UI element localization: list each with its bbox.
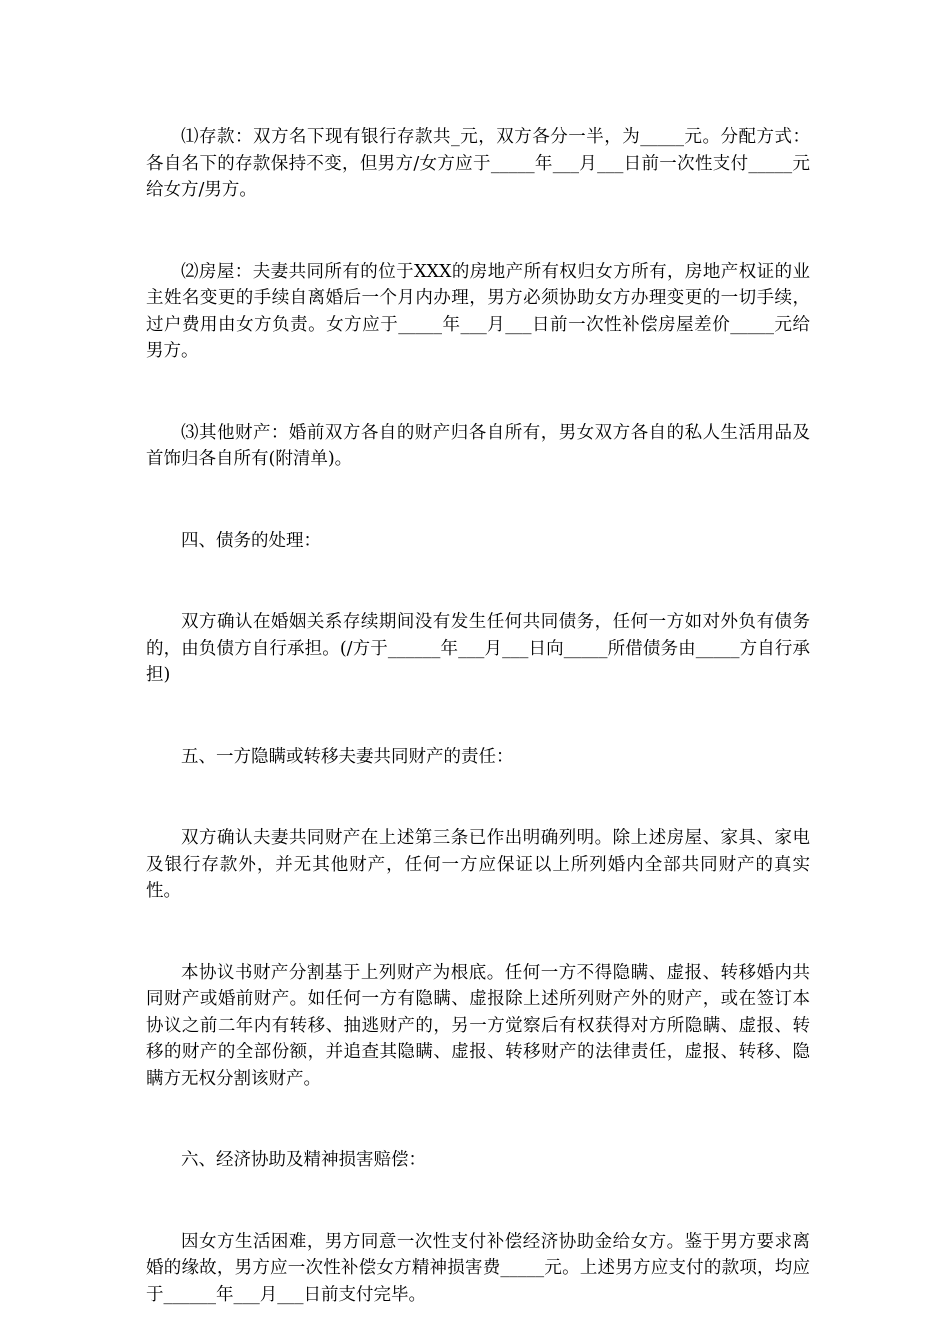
- paragraph-house: ⑵房屋：夫妻共同所有的位于XXX的房地产所有权归女方所有，房地产权证的业主姓名变更的手续自离婚后一个月内办理，男方必须协助女方办理变更的一切手续，过户费用由女方负责。女方应于_____年___月___日前一次性补偿房屋差价_____元给男方。: [146, 261, 810, 361]
- paragraph-compensation: 因女方生活困难，男方同意一次性支付补偿经济协助金给女方。鉴于男方要求离婚的缘故，男方应一次性补偿女方精神损害费_____元。上述男方应支付的款项，均应于______年___月___日前支付完毕。: [146, 1231, 810, 1305]
- section-heading-compensation: 六、经济协助及精神损害赔偿：: [181, 1150, 426, 1170]
- spacer: [146, 905, 810, 960]
- paragraph-debts: 双方确认在婚姻关系存续期间没有发生任何共同债务，任何一方如对外负有债务的，由负债方自行承担。(/方于______年___月___日向_____所借债务由_____方自行承担): [146, 612, 810, 685]
- spacer: [146, 1174, 810, 1229]
- spacer: [146, 554, 810, 609]
- paragraph-concealment-liability: 本协议书财产分割基于上列财产为根底。任何一方不得隐瞒、虚报、转移婚内共同财产或婚前财产。如任何一方有隐瞒、虚报除上述所列财产外的财产，或在签订本协议之前二年内有转移、抽逃财产的，另一方觉察后有权获得对方所隐瞒、虚报、转移的财产的全部份额，并追查其隐瞒、虚报、转移财产的法律责任，虚报、转移、隐瞒方无权分割该财产。: [146, 962, 810, 1089]
- spacer: [146, 689, 810, 744]
- spacer: [146, 473, 810, 528]
- paragraph-confirmation: 双方确认夫妻共同财产在上述第三条已作出明确列明。除上述房屋、家具、家电及银行存款外，并无其他财产，任何一方应保证以上所列婚内全部共同财产的真实性。: [146, 828, 810, 901]
- paragraph-deposits: ⑴存款：双方名下现有银行存款共_元，双方各分一半，为_____元。分配方式：各自名下的存款保持不变，但男方/女方应于_____年___月___日前一次性支付_____元给女方/男方。: [146, 127, 810, 200]
- document-page: [146, 124, 810, 1308]
- section-heading-debts: 四、债务的处理：: [181, 530, 321, 551]
- spacer: [146, 770, 810, 825]
- spacer: [146, 365, 810, 420]
- spacer: [146, 1092, 810, 1147]
- section-heading-concealment: 五、一方隐瞒或转移夫妻共同财产的责任：: [181, 746, 514, 767]
- spacer: [146, 204, 810, 259]
- paragraph-other-property: ⑶其他财产：婚前双方各自的财产归各自所有，男女双方各自的私人生活用品及首饰归各自所有(附清单)。: [146, 422, 810, 469]
